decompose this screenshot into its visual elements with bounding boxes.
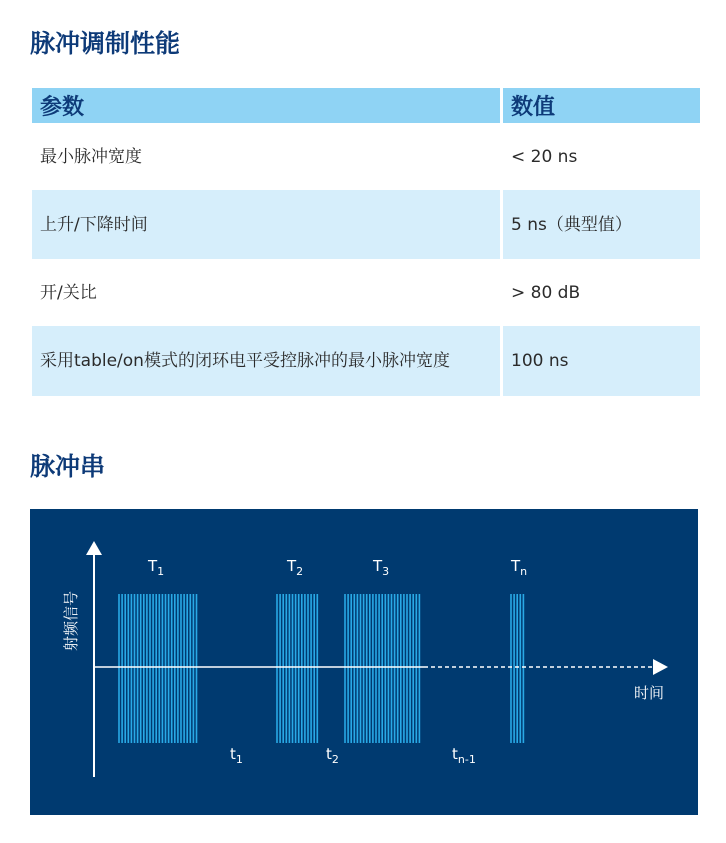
- pulse-modulation-title: 脉冲调制性能: [30, 29, 181, 58]
- value-cell: < 20 ns: [503, 123, 700, 190]
- pulse-train-title: 脉冲串: [30, 452, 106, 481]
- param-cell: 上升/下降时间: [32, 190, 503, 259]
- x-axis-label: 时间: [634, 684, 665, 702]
- gap-label-t2: $t_2$: [326, 745, 339, 766]
- table-row: [32, 259, 700, 326]
- table-row: [32, 190, 700, 259]
- param-cell: 采用table/on模式的闭环电平受控脉冲的最小脉冲宽度: [32, 326, 503, 396]
- pulse-label-t1: $T_1$: [148, 557, 165, 578]
- gap-label-tn-1: $t_{n-1}$: [452, 745, 476, 766]
- pulse-modulation-table: [32, 88, 700, 396]
- table-header-row: [32, 88, 700, 123]
- header-value: 数值: [503, 88, 700, 123]
- pulse-label-t3: $T_3$: [373, 557, 390, 578]
- gap-label-t1: $t_1$: [230, 745, 243, 766]
- table-row: [32, 123, 700, 190]
- table-row: [32, 326, 700, 396]
- header-parameter: 参数: [32, 88, 503, 123]
- value-cell: 100 ns: [503, 326, 700, 396]
- value-cell: > 80 dB: [503, 259, 700, 326]
- pulse-train-svg: [30, 509, 698, 815]
- value-cell: 5 ns（典型值）: [503, 190, 700, 259]
- y-axis-label: 射频信号: [62, 590, 80, 652]
- param-cell: 开/关比: [32, 259, 503, 326]
- pulse-train-diagram: [30, 509, 698, 815]
- pulse-label-tn: $T_n$: [511, 557, 528, 578]
- param-cell: 最小脉冲宽度: [32, 123, 503, 190]
- pulse-label-t2: $T_2$: [287, 557, 304, 578]
